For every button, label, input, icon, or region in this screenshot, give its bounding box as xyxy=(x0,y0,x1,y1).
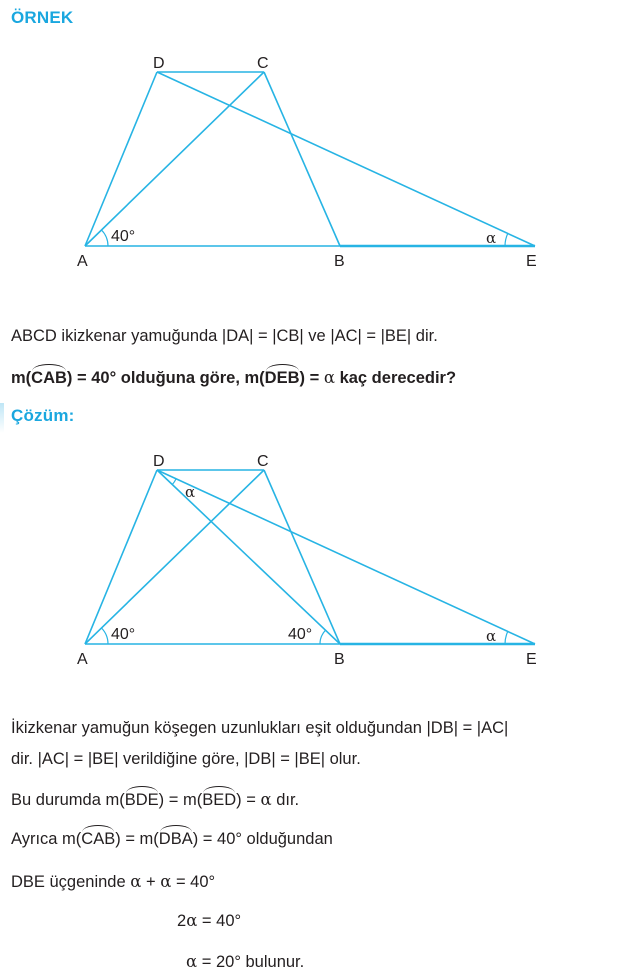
solution-heading: Çözüm: xyxy=(11,406,75,425)
vertex-label-b: B xyxy=(334,253,345,270)
arc-symbol: DBA xyxy=(158,830,193,848)
segment-da xyxy=(85,72,157,246)
segment-cb xyxy=(264,470,340,644)
vertex-label-c: C xyxy=(257,55,269,72)
vertex-label-c: C xyxy=(257,453,269,470)
angle-arc-b xyxy=(320,630,326,644)
vertex-label-b: B xyxy=(334,651,345,668)
solution-figure xyxy=(0,438,620,673)
segment-ac xyxy=(85,470,264,644)
example-heading: ÖRNEK xyxy=(11,8,74,27)
angle-label-b: 40° xyxy=(288,626,313,643)
arc-symbol: BED xyxy=(202,791,237,809)
vertex-label-a: A xyxy=(77,253,88,270)
solution-line-2: dir. |AC| = |BE| verildiğine göre, |DB| = |BE| olur. xyxy=(11,750,361,768)
angle-label-e: α xyxy=(486,229,497,247)
solution-line-1: İkizkenar yamuğun köşegen uzunlukları eşit olduğundan |DB| = |AC| xyxy=(11,719,509,737)
vertex-label-d: D xyxy=(153,453,165,470)
solution-line-6: 2α = 40° xyxy=(177,911,242,930)
solution-line-5: DBE üçgeninde α + α = 40° xyxy=(11,872,216,891)
example-figure xyxy=(0,40,620,275)
segment-de xyxy=(157,470,535,644)
angle-label-a: 40° xyxy=(111,626,136,643)
angle-arc-d xyxy=(172,479,176,485)
vertex-label-e: E xyxy=(526,651,537,668)
solution-line-7: α = 20° bulunur. xyxy=(186,952,305,971)
solution-accent-bar xyxy=(0,403,4,433)
solution-line-3: Bu durumda m(BDE) = m(BED) = α dır. xyxy=(11,790,300,809)
angle-arc-a xyxy=(102,628,109,644)
segment-cb xyxy=(264,72,340,246)
vertex-label-a: A xyxy=(77,651,88,668)
segment-de xyxy=(157,72,535,246)
vertex-label-e: E xyxy=(526,253,537,270)
solution-line-4: Ayrıca m(CAB) = m(DBA) = 40° olduğundan xyxy=(11,830,333,848)
arc-symbol: BDE xyxy=(124,791,159,809)
arc-symbol: CAB xyxy=(81,830,116,848)
segment-da xyxy=(85,470,157,644)
angle-arc-e xyxy=(505,631,508,644)
arc-symbol: CAB xyxy=(31,369,67,387)
vertex-label-d: D xyxy=(153,55,165,72)
segment-ac xyxy=(85,72,264,246)
angle-arc-e xyxy=(505,233,508,246)
angle-label-e: α xyxy=(486,627,497,645)
question-line-2: m(CAB) = 40° olduğuna göre, m(DEB) = α kaç derecedir? xyxy=(11,368,457,387)
question-line-1: ABCD ikizkenar yamuğunda |DA| = |CB| ve |AC| = |BE| dir. xyxy=(11,327,438,345)
angle-label-d: α xyxy=(185,483,196,501)
angle-label-a: 40° xyxy=(111,228,136,245)
angle-arc-a xyxy=(102,230,109,246)
arc-symbol: DEB xyxy=(264,369,300,387)
